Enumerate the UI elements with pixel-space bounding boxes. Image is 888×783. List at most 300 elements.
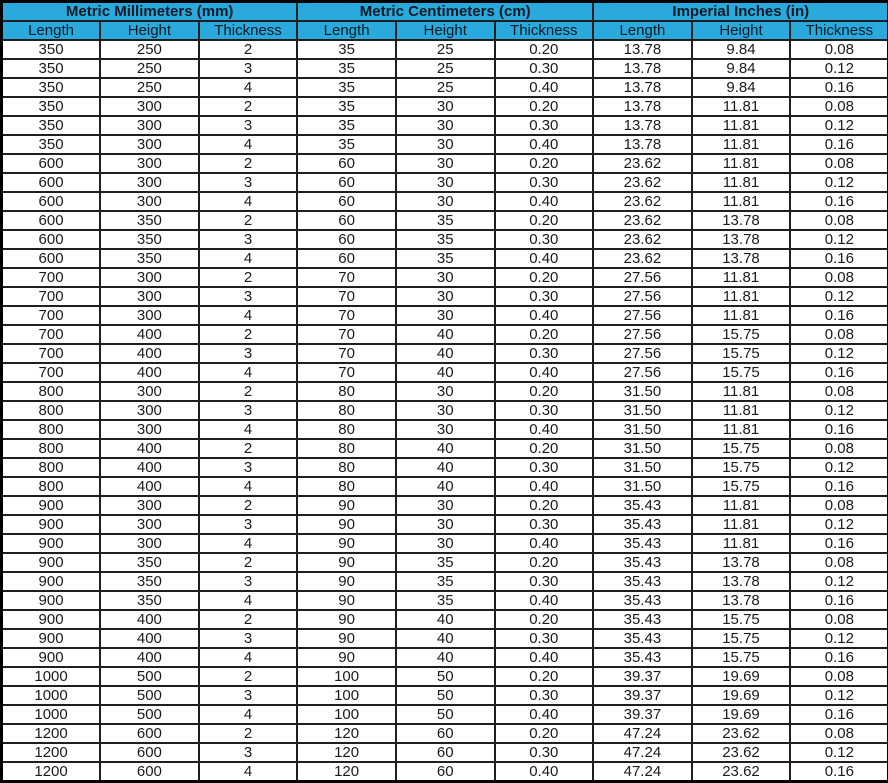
table-cell: 0.12 [790, 629, 888, 648]
table-row [2, 230, 888, 249]
table-cell: 23.62 [692, 762, 791, 782]
table-cell: 27.56 [593, 268, 692, 287]
table-row [2, 249, 888, 268]
table-cell: 35 [396, 230, 495, 249]
table-cell: 700 [2, 306, 101, 325]
group-header-metric-mm: Metric Millimeters (mm) [2, 2, 298, 22]
table-row [2, 420, 888, 439]
table-cell: 100 [297, 667, 396, 686]
table-cell: 31.50 [593, 401, 692, 420]
table-cell: 300 [100, 116, 199, 135]
table-cell: 350 [100, 211, 199, 230]
table-cell: 0.40 [495, 135, 594, 154]
table-cell: 13.78 [593, 40, 692, 59]
table-cell: 800 [2, 401, 101, 420]
table-cell: 0.08 [790, 211, 888, 230]
table-cell: 11.81 [692, 116, 791, 135]
table-cell: 100 [297, 705, 396, 724]
table-cell: 23.62 [593, 249, 692, 268]
table-cell: 39.37 [593, 667, 692, 686]
table-cell: 90 [297, 610, 396, 629]
table-row [2, 211, 888, 230]
table-cell: 30 [396, 154, 495, 173]
table-cell: 31.50 [593, 439, 692, 458]
table-cell: 0.30 [495, 287, 594, 306]
table-cell: 35.43 [593, 572, 692, 591]
table-cell: 3 [199, 401, 298, 420]
table-cell: 27.56 [593, 306, 692, 325]
table-cell: 35.43 [593, 515, 692, 534]
table-cell: 600 [2, 211, 101, 230]
table-cell: 4 [199, 591, 298, 610]
table-cell: 600 [2, 154, 101, 173]
table-cell: 600 [2, 192, 101, 211]
table-cell: 11.81 [692, 287, 791, 306]
table-cell: 0.30 [495, 401, 594, 420]
table-cell: 800 [2, 382, 101, 401]
col-header-in-length: Length [593, 21, 692, 40]
col-header-mm-thickness: Thickness [199, 21, 298, 40]
table-cell: 4 [199, 363, 298, 382]
table-cell: 13.78 [692, 249, 791, 268]
table-cell: 600 [2, 249, 101, 268]
table-cell: 13.78 [593, 97, 692, 116]
table-cell: 400 [100, 648, 199, 667]
table-cell: 4 [199, 306, 298, 325]
table-cell: 0.40 [495, 591, 594, 610]
table-row [2, 534, 888, 553]
table-cell: 0.08 [790, 154, 888, 173]
table-cell: 27.56 [593, 325, 692, 344]
table-row [2, 78, 888, 97]
table-cell: 35 [297, 97, 396, 116]
table-cell: 23.62 [593, 192, 692, 211]
table-cell: 0.16 [790, 249, 888, 268]
table-cell: 11.81 [692, 268, 791, 287]
table-cell: 40 [396, 363, 495, 382]
table-cell: 120 [297, 743, 396, 762]
table-cell: 31.50 [593, 420, 692, 439]
table-cell: 4 [199, 249, 298, 268]
table-cell: 350 [100, 553, 199, 572]
table-row [2, 705, 888, 724]
table-cell: 400 [100, 458, 199, 477]
table-cell: 300 [100, 154, 199, 173]
table-cell: 600 [2, 173, 101, 192]
table-cell: 0.20 [495, 553, 594, 572]
table-cell: 3 [199, 629, 298, 648]
table-cell: 90 [297, 496, 396, 515]
table-cell: 300 [100, 287, 199, 306]
table-cell: 0.20 [495, 97, 594, 116]
table-cell: 27.56 [593, 287, 692, 306]
table-body [2, 40, 888, 782]
table-cell: 700 [2, 325, 101, 344]
table-cell: 0.20 [495, 439, 594, 458]
table-cell: 90 [297, 629, 396, 648]
table-cell: 0.16 [790, 762, 888, 782]
table-row [2, 496, 888, 515]
table-cell: 11.81 [692, 97, 791, 116]
table-cell: 2 [199, 610, 298, 629]
table-cell: 9.84 [692, 59, 791, 78]
table-cell: 1000 [2, 667, 101, 686]
table-cell: 70 [297, 306, 396, 325]
table-cell: 35.43 [593, 591, 692, 610]
column-header-row [2, 21, 888, 40]
table-cell: 900 [2, 515, 101, 534]
table-cell: 0.16 [790, 135, 888, 154]
table-cell: 11.81 [692, 154, 791, 173]
table-cell: 0.08 [790, 382, 888, 401]
table-cell: 80 [297, 420, 396, 439]
table-cell: 0.30 [495, 458, 594, 477]
table-cell: 2 [199, 268, 298, 287]
table-cell: 13.78 [692, 572, 791, 591]
table-cell: 700 [2, 363, 101, 382]
table-cell: 0.40 [495, 534, 594, 553]
table-cell: 90 [297, 553, 396, 572]
table-cell: 0.16 [790, 420, 888, 439]
table-row [2, 439, 888, 458]
table-cell: 35 [396, 553, 495, 572]
table-cell: 11.81 [692, 382, 791, 401]
table-cell: 0.12 [790, 173, 888, 192]
table-cell: 13.78 [593, 116, 692, 135]
table-cell: 2 [199, 325, 298, 344]
table-cell: 3 [199, 458, 298, 477]
table-cell: 0.08 [790, 496, 888, 515]
table-cell: 500 [100, 705, 199, 724]
group-header-metric-cm: Metric Centimeters (cm) [297, 2, 593, 22]
table-cell: 23.62 [692, 724, 791, 743]
table-cell: 0.40 [495, 705, 594, 724]
table-cell: 35 [297, 116, 396, 135]
table-cell: 13.78 [692, 211, 791, 230]
table-cell: 13.78 [692, 553, 791, 572]
table-cell: 0.16 [790, 363, 888, 382]
table-cell: 23.62 [692, 743, 791, 762]
table-cell: 4 [199, 135, 298, 154]
table-row [2, 287, 888, 306]
table-cell: 15.75 [692, 629, 791, 648]
table-row [2, 572, 888, 591]
table-cell: 0.12 [790, 59, 888, 78]
table-cell: 35.43 [593, 610, 692, 629]
table-cell: 300 [100, 496, 199, 515]
table-row [2, 325, 888, 344]
table-cell: 3 [199, 686, 298, 705]
table-cell: 11.81 [692, 496, 791, 515]
table-cell: 60 [297, 192, 396, 211]
table-cell: 800 [2, 458, 101, 477]
table-cell: 35 [297, 135, 396, 154]
table-cell: 3 [199, 287, 298, 306]
table-cell: 300 [100, 420, 199, 439]
table-cell: 600 [100, 743, 199, 762]
table-cell: 250 [100, 78, 199, 97]
table-cell: 25 [396, 40, 495, 59]
table-cell: 90 [297, 572, 396, 591]
table-row [2, 629, 888, 648]
table-cell: 11.81 [692, 515, 791, 534]
table-cell: 2 [199, 439, 298, 458]
table-cell: 30 [396, 268, 495, 287]
table-cell: 3 [199, 572, 298, 591]
table-cell: 350 [100, 591, 199, 610]
table-cell: 350 [2, 116, 101, 135]
table-cell: 0.30 [495, 515, 594, 534]
table-cell: 60 [297, 249, 396, 268]
table-cell: 0.40 [495, 477, 594, 496]
table-cell: 0.20 [495, 724, 594, 743]
table-cell: 0.40 [495, 306, 594, 325]
table-cell: 40 [396, 648, 495, 667]
group-header-imperial-in: Imperial Inches (in) [593, 2, 888, 22]
table-cell: 50 [396, 686, 495, 705]
table-cell: 39.37 [593, 686, 692, 705]
table-cell: 35.43 [593, 496, 692, 515]
table-cell: 0.08 [790, 724, 888, 743]
table-cell: 90 [297, 591, 396, 610]
table-cell: 60 [396, 724, 495, 743]
table-cell: 350 [2, 135, 101, 154]
table-cell: 13.78 [593, 135, 692, 154]
table-row [2, 743, 888, 762]
table-cell: 40 [396, 629, 495, 648]
table-cell: 70 [297, 363, 396, 382]
table-cell: 0.30 [495, 629, 594, 648]
table-cell: 23.62 [593, 230, 692, 249]
table-cell: 0.12 [790, 401, 888, 420]
table-cell: 0.08 [790, 610, 888, 629]
table-cell: 900 [2, 534, 101, 553]
table-cell: 0.08 [790, 268, 888, 287]
table-cell: 0.08 [790, 439, 888, 458]
table-cell: 600 [100, 724, 199, 743]
table-cell: 13.78 [593, 78, 692, 97]
table-cell: 900 [2, 629, 101, 648]
table-cell: 1200 [2, 743, 101, 762]
table-cell: 0.12 [790, 344, 888, 363]
table-cell: 11.81 [692, 401, 791, 420]
table-row [2, 116, 888, 135]
table-cell: 0.12 [790, 572, 888, 591]
table-cell: 15.75 [692, 648, 791, 667]
table-row [2, 401, 888, 420]
table-row [2, 268, 888, 287]
table-cell: 2 [199, 553, 298, 572]
table-cell: 60 [396, 743, 495, 762]
col-header-cm-thickness: Thickness [495, 21, 594, 40]
table-cell: 70 [297, 287, 396, 306]
col-header-in-height: Height [692, 21, 791, 40]
table-row [2, 686, 888, 705]
table-cell: 3 [199, 173, 298, 192]
table-cell: 2 [199, 496, 298, 515]
table-cell: 300 [100, 268, 199, 287]
table-cell: 4 [199, 420, 298, 439]
table-cell: 70 [297, 325, 396, 344]
table-row [2, 173, 888, 192]
table-cell: 300 [100, 306, 199, 325]
table-cell: 0.20 [495, 211, 594, 230]
table-cell: 300 [100, 135, 199, 154]
table-row [2, 515, 888, 534]
table-cell: 0.40 [495, 648, 594, 667]
table-cell: 35 [396, 211, 495, 230]
table-cell: 300 [100, 382, 199, 401]
table-cell: 11.81 [692, 173, 791, 192]
table-cell: 0.16 [790, 591, 888, 610]
table-cell: 400 [100, 325, 199, 344]
table-cell: 900 [2, 610, 101, 629]
table-row [2, 458, 888, 477]
table-cell: 0.20 [495, 382, 594, 401]
col-header-mm-length: Length [2, 21, 101, 40]
table-cell: 900 [2, 648, 101, 667]
table-cell: 0.16 [790, 534, 888, 553]
table-cell: 47.24 [593, 762, 692, 782]
table-cell: 3 [199, 230, 298, 249]
table-cell: 400 [100, 610, 199, 629]
table-row [2, 762, 888, 782]
table-cell: 4 [199, 648, 298, 667]
table-cell: 2 [199, 40, 298, 59]
table-cell: 35.43 [593, 629, 692, 648]
table-cell: 0.12 [790, 230, 888, 249]
table-cell: 100 [297, 686, 396, 705]
table-row [2, 40, 888, 59]
table-cell: 1000 [2, 705, 101, 724]
table-cell: 800 [2, 477, 101, 496]
table-cell: 25 [396, 78, 495, 97]
table-cell: 400 [100, 363, 199, 382]
table-cell: 40 [396, 610, 495, 629]
table-cell: 0.16 [790, 705, 888, 724]
table-row [2, 477, 888, 496]
table-row [2, 363, 888, 382]
table-cell: 13.78 [692, 230, 791, 249]
table-row [2, 135, 888, 154]
table-cell: 80 [297, 401, 396, 420]
table-cell: 900 [2, 591, 101, 610]
table-cell: 0.30 [495, 173, 594, 192]
table-cell: 35 [396, 591, 495, 610]
table-cell: 500 [100, 686, 199, 705]
table-cell: 31.50 [593, 382, 692, 401]
table-cell: 15.75 [692, 610, 791, 629]
table-cell: 35 [297, 40, 396, 59]
table-cell: 40 [396, 439, 495, 458]
table-cell: 11.81 [692, 420, 791, 439]
table-cell: 9.84 [692, 78, 791, 97]
table-cell: 0.30 [495, 116, 594, 135]
table-cell: 47.24 [593, 724, 692, 743]
table-cell: 0.12 [790, 287, 888, 306]
table-cell: 70 [297, 344, 396, 363]
table-cell: 0.16 [790, 306, 888, 325]
table-cell: 0.16 [790, 477, 888, 496]
table-cell: 70 [297, 268, 396, 287]
table-cell: 0.08 [790, 97, 888, 116]
col-header-mm-height: Height [100, 21, 199, 40]
table-cell: 11.81 [692, 192, 791, 211]
table-cell: 0.20 [495, 667, 594, 686]
table-cell: 2 [199, 211, 298, 230]
table-cell: 90 [297, 648, 396, 667]
table-cell: 0.30 [495, 743, 594, 762]
table-cell: 0.40 [495, 762, 594, 782]
table-row [2, 344, 888, 363]
table-cell: 0.30 [495, 344, 594, 363]
table-cell: 23.62 [593, 211, 692, 230]
table-cell: 4 [199, 705, 298, 724]
table-cell: 300 [100, 401, 199, 420]
table-cell: 350 [2, 78, 101, 97]
table-cell: 350 [2, 40, 101, 59]
table-cell: 300 [100, 534, 199, 553]
table-cell: 0.30 [495, 230, 594, 249]
table-cell: 40 [396, 458, 495, 477]
table-cell: 30 [396, 116, 495, 135]
table-cell: 2 [199, 154, 298, 173]
table-cell: 400 [100, 439, 199, 458]
table-cell: 23.62 [593, 173, 692, 192]
table-row [2, 648, 888, 667]
table-cell: 60 [297, 173, 396, 192]
table-cell: 31.50 [593, 458, 692, 477]
table-cell: 15.75 [692, 363, 791, 382]
table-cell: 19.69 [692, 705, 791, 724]
table-cell: 800 [2, 420, 101, 439]
table-cell: 50 [396, 667, 495, 686]
table-cell: 0.30 [495, 59, 594, 78]
table-cell: 0.12 [790, 515, 888, 534]
table-cell: 47.24 [593, 743, 692, 762]
table-cell: 900 [2, 496, 101, 515]
table-cell: 60 [297, 211, 396, 230]
table-cell: 35 [396, 249, 495, 268]
table-cell: 15.75 [692, 458, 791, 477]
table-cell: 500 [100, 667, 199, 686]
table-cell: 50 [396, 705, 495, 724]
table-cell: 3 [199, 515, 298, 534]
table-cell: 13.78 [593, 59, 692, 78]
table-cell: 11.81 [692, 306, 791, 325]
table-cell: 0.20 [495, 154, 594, 173]
table-cell: 60 [297, 230, 396, 249]
table-cell: 39.37 [593, 705, 692, 724]
table-cell: 30 [396, 287, 495, 306]
table-row [2, 553, 888, 572]
table-cell: 30 [396, 401, 495, 420]
table-cell: 35.43 [593, 553, 692, 572]
table-cell: 700 [2, 344, 101, 363]
table-cell: 4 [199, 762, 298, 782]
table-cell: 4 [199, 534, 298, 553]
table-cell: 31.50 [593, 477, 692, 496]
col-header-cm-length: Length [297, 21, 396, 40]
table-cell: 0.40 [495, 78, 594, 97]
table-cell: 400 [100, 477, 199, 496]
table-cell: 4 [199, 192, 298, 211]
table-cell: 0.12 [790, 116, 888, 135]
table-header [2, 2, 888, 41]
table-cell: 30 [396, 173, 495, 192]
table-cell: 19.69 [692, 686, 791, 705]
table-cell: 400 [100, 629, 199, 648]
